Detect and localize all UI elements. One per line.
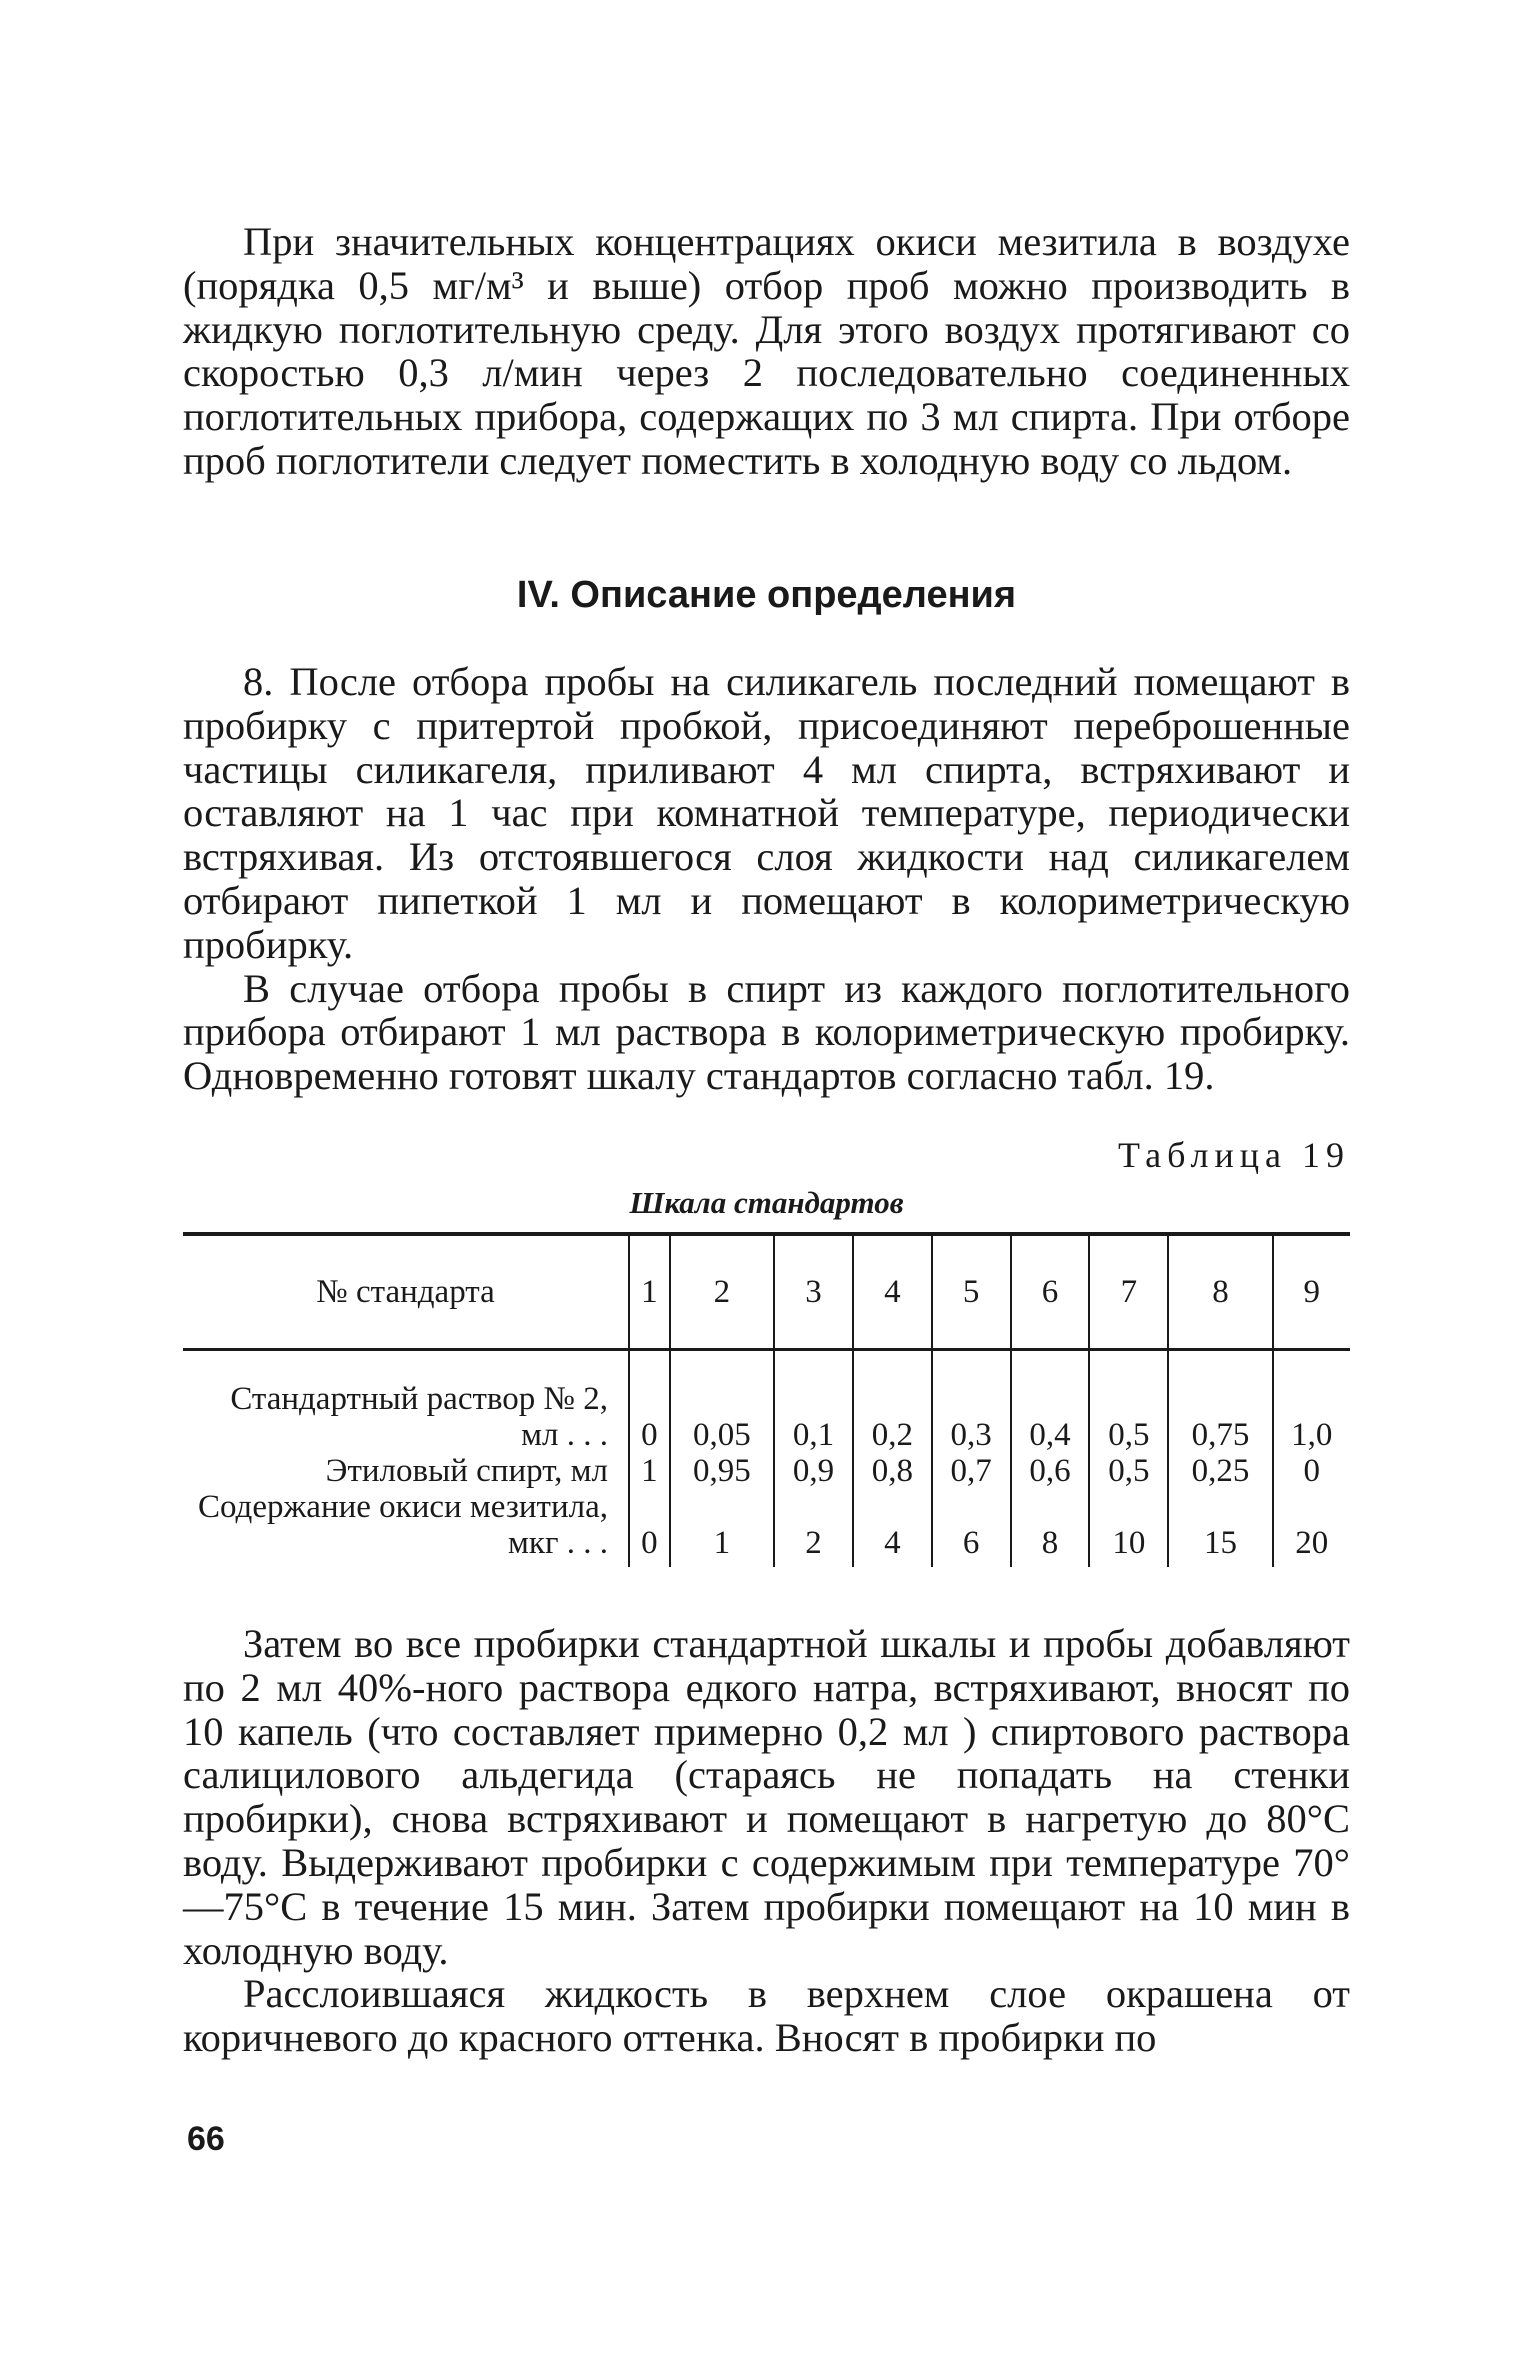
standards-table [183,1232,1350,1567]
table-cell: 0,8 [853,1453,932,1489]
page-number: 66 [187,2120,225,2158]
table-row [183,1350,1350,1454]
row-label: Стандартный раствор № 2, мл . . . [230,1381,608,1453]
table-column-header: 2 [670,1234,774,1350]
table-cell: 0,75 [1168,1350,1272,1454]
table-cell: 1 [670,1489,774,1567]
paragraph-4-5-block [183,1622,1350,2060]
table-column-header: 9 [1273,1234,1350,1350]
table-cell: 0 [1273,1453,1350,1489]
table-cell: 0,7 [932,1453,1011,1489]
table-cell: 1,0 [1273,1350,1350,1454]
paragraph-3: В случае отбора пробы в спирт из каждого поглотительного прибора отбирают 1 мл раствора в колориметрическую пробирку. Одновременно готовят шкалу стандартов согласно табл. 19. [183,965,1350,1099]
paragraph-2: 8. После отбора пробы на силикагель последний помещают в пробирку с притертой пробкой, присоединяют переброшенные частицы силикагеля, приливают 4 мл спирта, встряхивают и оставляют на 1 час при комнатной температуре, периодически встряхивая. Из отстоявшегося слоя жидкости над силикагелем отбирают пипеткой 1 мл и помещают в колориметрическую пробирку. [183,659,1350,967]
table-cell: 0,1 [774,1350,853,1454]
table-number-label: Таблица 19 [1118,1135,1350,1175]
table-cell: 2 [774,1489,853,1567]
table-cell: 0,3 [932,1350,1011,1454]
table-header-label: № стандарта [183,1234,629,1350]
table-cell: 0,4 [1011,1350,1090,1454]
row-label: Этиловый спирт, мл [325,1453,608,1489]
table-cell: 10 [1089,1489,1168,1567]
paragraph-4: Затем во все пробирки стандартной шкалы и пробы добавляют по 2 мл 40%-ного раствора едкого натра, встряхивают, вносят по 10 капель (что составляет примерно 0,2 мл ) спиртового раствора салицилового альдегида (стараясь не попадать на стенки пробирки), снова встряхивают и помещают в нагретую до 80°С воду. Выдерживают пробирки с содержимым при температуре 70°—75°С в течение 15 мин. Затем пробирки помещают на 10 мин в холодную воду. [183,1621,1350,1973]
section-heading: IV. Описание определения [516,574,1017,616]
table-column-header: 7 [1089,1234,1168,1350]
table-cell: 6 [932,1489,1011,1567]
table-cell: 20 [1273,1489,1350,1567]
table-cell: 0,5 [1089,1453,1168,1489]
table-cell: 8 [1011,1489,1090,1567]
table-cell: 1 [629,1453,670,1489]
table-row [183,1489,1350,1567]
row-label: Содержание окиси мезитила, мкг . . . [198,1489,608,1561]
paragraph-1: При значительных концентрациях окиси мезитила в воздухе (порядка 0,5 мг/м³ и выше) отбор проб можно производить в жидкую поглотительную среду. Для этого воздух протягивают со скоростью 0,3 л/мин через 2 последовательно соединенных поглотительных прибора, содержащих по 3 мл спирта. При отборе проб поглотители следует поместить в холодную воду со льдом. [183,219,1350,483]
table-cell: 0,25 [1168,1453,1272,1489]
table-cell: 0,5 [1089,1350,1168,1454]
table-cell: 0 [629,1489,670,1567]
table-cell: 0,95 [670,1453,774,1489]
table-cell: 15 [1168,1489,1272,1567]
paragraph-5: Расслоившаяся жидкость в верхнем слое окрашена от коричневого до красного оттенка. Вносят в пробирки по [183,1971,1350,2061]
table-column-header: 4 [853,1234,932,1350]
table-cell: 0,05 [670,1350,774,1454]
table-column-header: 6 [1011,1234,1090,1350]
table-cell: 0,9 [774,1453,853,1489]
table-row [183,1453,1350,1489]
table-column-header: 3 [774,1234,853,1350]
paragraph-2-3-block [183,660,1350,1098]
table-cell: 4 [853,1489,932,1567]
table-cell: 0,6 [1011,1453,1090,1489]
paragraph-1-block [183,220,1350,483]
table-column-header: 5 [932,1234,1011,1350]
table-title: Шкала стандартов [629,1185,904,1220]
table-header-row [183,1234,1350,1350]
table-column-header: 8 [1168,1234,1272,1350]
table-column-header: 1 [629,1234,670,1350]
table-cell: 0 [629,1350,670,1454]
table-cell: 0,2 [853,1350,932,1454]
